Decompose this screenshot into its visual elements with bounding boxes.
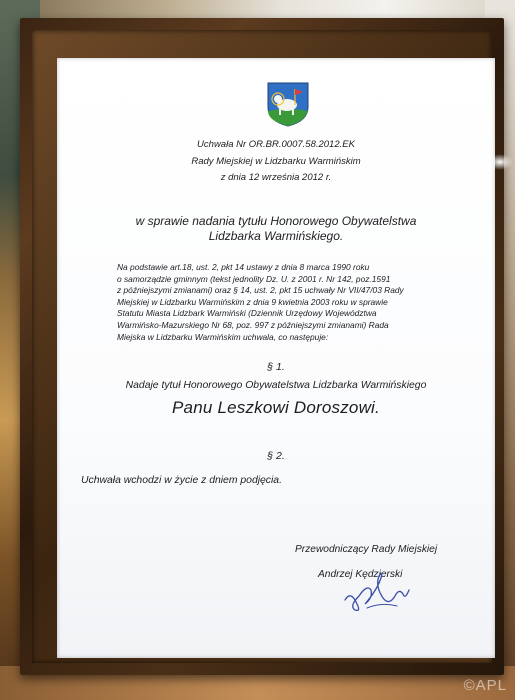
signatory-title: Przewodniczący Rady Miejskiej <box>295 544 438 555</box>
preamble-line: Miejskiej w Lidzbarku Warmińskim z dnia 9 kwietnia 2003 roku w sprawie <box>117 296 388 307</box>
preamble-line: z późniejszymi zmianami) oraz § 14, ust. 2, pkt 15 uchwały Nr VII/47/03 Rady <box>117 285 404 296</box>
subject-line-2: Lidzbarka Warmińskiego. <box>208 229 344 243</box>
resolution-document <box>57 58 495 658</box>
section-1-symbol: § 1. <box>267 361 285 373</box>
resolution-number: Uchwała Nr OR.BR.0007.58.2012.EK <box>197 139 355 150</box>
preamble-line: Statutu Miasta Lidzbark Warmiński (Dziennik Urzędowy Województwa <box>117 308 377 319</box>
section-2-symbol: § 2. <box>267 450 285 462</box>
section-1-text: Nadaje tytuł Honorowego Obywatelstwa Lidzbarka Warmińskiego <box>125 380 427 391</box>
picture-frame <box>20 18 504 675</box>
subject-line-1: w sprawie nadania tytułu Honorowego Obywatelstwa <box>135 214 417 228</box>
resolution-date: z dnia 12 września 2012 r. <box>220 172 332 183</box>
coat-of-arms-icon <box>265 81 311 127</box>
section-2-text: Uchwała wchodzi w życie z dniem podjęcia. <box>81 475 282 486</box>
handwritten-signature <box>337 560 417 620</box>
preamble-line: Warmińsko-Mazurskiego Nr 68, poz. 997 z późniejszymi zmianami) Rada <box>117 319 389 330</box>
photo-watermark: ©APL <box>463 677 507 694</box>
council-name: Rady Miejskiej w Lidzbarku Warmińskim <box>191 156 361 167</box>
preamble-line: o samorządzie gminnym (tekst jednolity Dz. U. z 2001 r. Nr 142, poz.1591 <box>117 273 391 284</box>
preamble-line: Na podstawie art.18, ust. 2, pkt 14 ustawy z dnia 8 marca 1990 roku <box>117 262 370 272</box>
preamble <box>117 262 459 343</box>
honoree-name: Panu Leszkowi Doroszowi. <box>172 398 380 417</box>
preamble-line: Miejska w Lidzbarku Warmińskim uchwala, co następuje: <box>117 331 329 342</box>
signatory-name: Andrzej Kędzierski <box>318 569 403 580</box>
